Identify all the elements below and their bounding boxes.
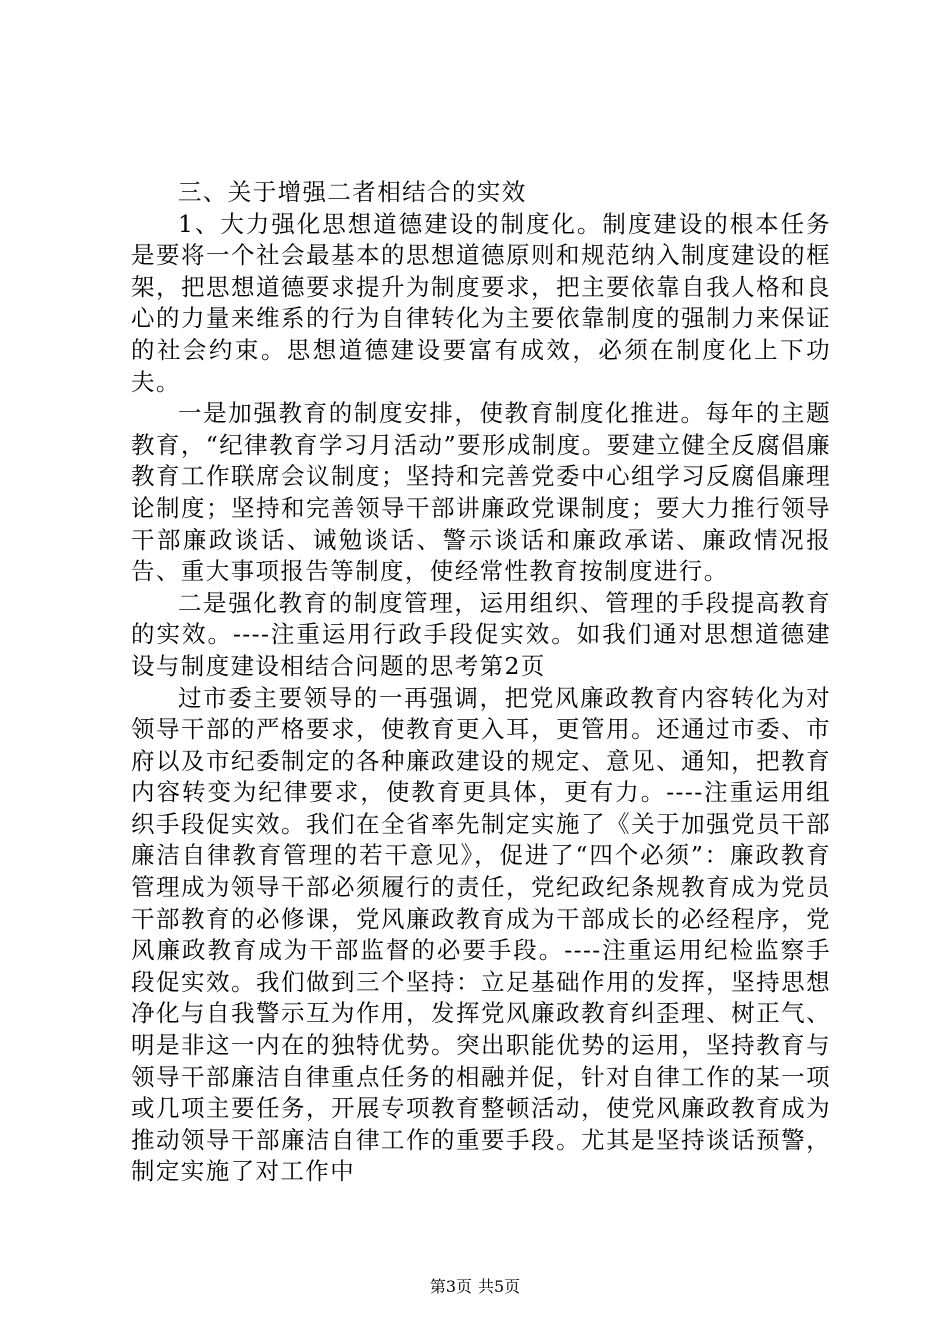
page-footer: [0, 1277, 950, 1297]
paragraph: 1、大力强化思想道德建设的制度化。制度建设的根本任务是要将一个社会最基本的思想道德原则和规范纳入制度建设的框架，把思想道德要求提升为制度要求，把主要依靠自我人格和良心的力量来维系的行为自律转化为主要依靠制度的强制力来保证的社会约束。思想道德建设要富有成效，必须在制度化上下功夫。: [131, 209, 831, 396]
paragraph: 一是加强教育的制度安排，使教育制度化推进。每年的主题教育，“纪律教育学习月活动”要形成制度。要建立健全反腐倡廉教育工作联席会议制度；坚持和完善党委中心组学习反腐倡廉理论制度；坚持和完善领导干部讲廉政党课制度；要大力推行领导干部廉政谈话、诫勉谈话、警示谈话和廉政承诺、廉政情况报告、重大事项报告等制度，使经常性教育按制度进行。: [131, 399, 831, 586]
section-heading: 三、关于增强二者相结合的实效: [178, 178, 527, 206]
paragraph: 二是强化教育的制度管理，运用组织、管理的手段提高教育的实效。----注重运用行政手段促实效。如我们通对思想道德建设与制度建设相结合问题的思考第2页: [131, 588, 831, 680]
page-number: 第3页: [429, 1277, 472, 1296]
paragraph: 过市委主要领导的一再强调，把党风廉政教育内容转化为对领导干部的严格要求，使教育更入耳，更管用。还通过市委、市府以及市纪委制定的各种廉政建设的规定、意见、通知，把教育内容转变为纪律要求，使教育更具体，更有力。----注重运用组织手段促实效。我们在全省率先制定实施了《关于加强党员干部廉洁自律教育管理的若干意见》，促进了“四个必须”：廉政教育管理成为领导干部必须履行的责任，党纪政纪条规教育成为党员干部教育的必修课，党风廉政教育成为干部成长的必经程序，党风廉政教育成为干部监督的必要手段。----注重运用纪检监察手段促实效。我们做到三个坚持：立足基础作用的发挥，坚持思想净化与自我警示互为作用，发挥党风廉政教育纠歪理、树正气、明是非这一内在的独特优势。突出职能优势的运用，坚持教育与领导干部廉洁自律重点任务的相融并促，针对自律工作的某一项或几项主要任务，开展专项教育整顿活动，使党风廉政教育成为推动领导干部廉洁自律工作的重要手段。尤其是坚持谈话预警，制定实施了对工作中: [131, 683, 831, 1186]
document-body: [131, 177, 831, 1188]
page-total: 共5页: [478, 1277, 521, 1296]
